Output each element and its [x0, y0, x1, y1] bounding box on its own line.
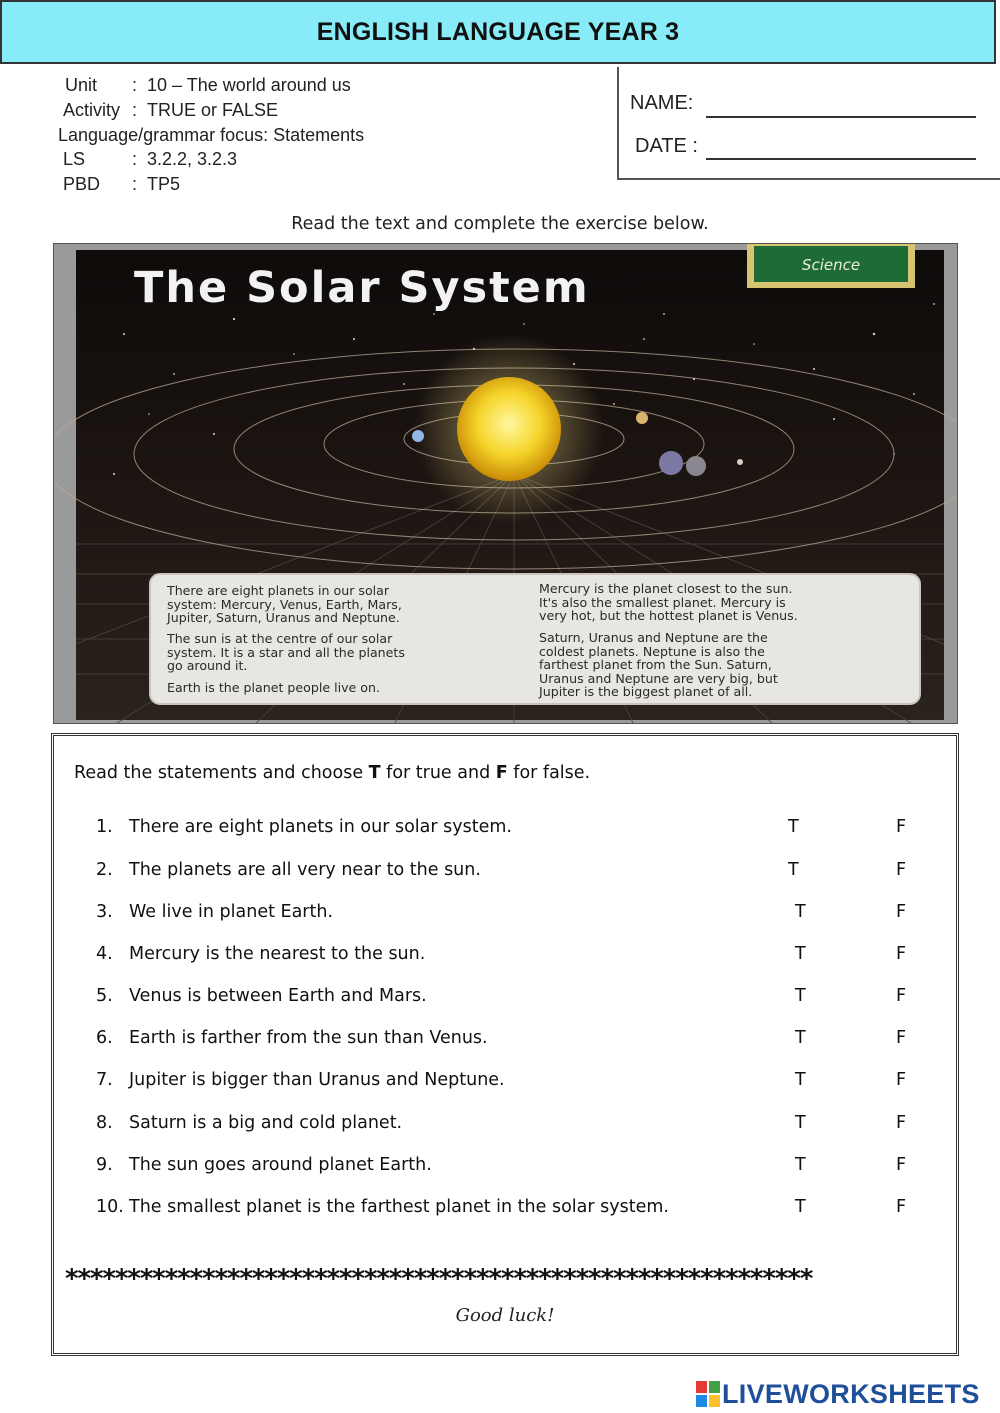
date-label: DATE : [635, 135, 698, 157]
statement-number: 2. [96, 860, 113, 880]
unit-colon: : [132, 75, 138, 95]
statement-row [0, 1113, 1000, 1143]
worksheet-header [0, 0, 996, 64]
statement-number: 9. [96, 1155, 113, 1175]
statement-text: We live in planet Earth. [129, 902, 334, 922]
statement-number: 7. [96, 1070, 113, 1090]
activity-label: Activity [63, 100, 121, 120]
statement-text: Venus is between Earth and Mars. [129, 986, 427, 1006]
statement-text: There are eight planets in our solar system. [129, 817, 512, 837]
planet-blue [412, 430, 424, 442]
false-option[interactable]: F [896, 1070, 907, 1090]
false-option[interactable]: F [896, 986, 907, 1006]
false-option[interactable]: F [896, 902, 907, 922]
true-option[interactable]: T [795, 1197, 806, 1217]
sun [457, 377, 561, 481]
science-tag-label: Science [801, 256, 861, 274]
liveworksheets-logo-icon [696, 1381, 720, 1407]
statement-row [0, 986, 1000, 1016]
text-paragraph-sun: The sun is at the centre of our solar system. It is a star and all the planets go around it. [167, 631, 405, 674]
activity-value: TRUE or FALSE [147, 100, 279, 120]
solar-system-picture [53, 243, 958, 724]
statement-row [0, 817, 1000, 847]
planet-small [636, 412, 648, 424]
statement-text: The smallest planet is the farthest planet in the solar system. [129, 1197, 669, 1217]
focus-line: Language/grammar focus: Statements [58, 125, 365, 145]
statement-number: 8. [96, 1113, 113, 1133]
liveworksheets-logo[interactable] [696, 1378, 980, 1410]
planet-tiny [737, 459, 743, 465]
instruction-text-mid: for true and [380, 763, 496, 783]
statement-row [0, 860, 1000, 890]
name-date-box [617, 67, 1000, 180]
statement-number: 1. [96, 817, 113, 837]
statement-text: The planets are all very near to the sun. [129, 860, 481, 880]
statement-text: Saturn is a big and cold planet. [129, 1113, 403, 1133]
false-option[interactable]: F [896, 1028, 907, 1048]
good-luck-text: Good luck! [455, 1305, 555, 1326]
true-option[interactable]: T [795, 1028, 806, 1048]
planet-earth [659, 451, 683, 475]
true-option[interactable]: T [795, 902, 806, 922]
statement-text: The sun goes around planet Earth. [129, 1155, 432, 1175]
statement-row [0, 1155, 1000, 1185]
date-field[interactable] [706, 158, 976, 160]
text-paragraph-cold-planets: Saturn, Uranus and Neptune are the coldest planets. Neptune is also the farthest planet from the Sun. Saturn, Uranus and Neptune are very big, but Jupiter is the biggest planet of all. [539, 630, 778, 700]
instruction-f: F [495, 763, 508, 783]
statement-number: 6. [96, 1028, 113, 1048]
false-option[interactable]: F [896, 1113, 907, 1133]
false-option[interactable]: F [896, 944, 907, 964]
statement-text: Earth is farther from the sun than Venus. [129, 1028, 488, 1048]
instruction-text: Read the statements and choose [74, 763, 369, 783]
true-option[interactable]: T [788, 860, 799, 880]
pbd-value: TP5 [147, 174, 181, 194]
exercise-instruction [74, 763, 590, 783]
instruction-t: T [368, 763, 381, 783]
ls-colon: : [132, 149, 138, 169]
name-label: NAME: [630, 92, 694, 114]
statement-row [0, 902, 1000, 932]
true-option[interactable]: T [795, 944, 806, 964]
text-paragraph-mercury: Mercury is the planet closest to the sun. It's also the smallest planet. Mercury is very hot, but the hottest planet is Venus. [539, 581, 798, 624]
false-option[interactable]: F [896, 1197, 907, 1217]
unit-label: Unit [65, 75, 98, 95]
name-field[interactable] [706, 116, 976, 118]
ls-value: 3.2.2, 3.2.3 [147, 149, 238, 169]
statement-row [0, 944, 1000, 974]
pbd-colon: : [132, 174, 138, 194]
statement-text: Jupiter is bigger than Uranus and Neptune. [129, 1070, 505, 1090]
true-option[interactable]: T [795, 1070, 806, 1090]
stars-divider: ************************************************************ [64, 1264, 812, 1294]
logo-text: LIVEWORKSHEETS [722, 1378, 980, 1409]
statement-number: 4. [96, 944, 113, 964]
planet-grey [686, 456, 706, 476]
unit-value: 10 – The world around us [147, 75, 351, 95]
instruction-text-end: for false. [507, 763, 591, 783]
text-paragraph-planets: There are eight planets in our solar system: Mercury, Venus, Earth, Mars, Jupiter, Saturn, Uranus and Neptune. [167, 583, 402, 626]
statement-row [0, 1070, 1000, 1100]
false-option[interactable]: F [896, 817, 907, 837]
solar-title: The Solar System [134, 263, 590, 313]
worksheet-title: ENGLISH LANGUAGE YEAR 3 [316, 17, 680, 46]
activity-colon: : [132, 100, 138, 120]
statement-row [0, 1028, 1000, 1058]
statement-number: 5. [96, 986, 113, 1006]
ls-label: LS [63, 149, 86, 169]
statement-row [0, 1197, 1000, 1227]
false-option[interactable]: F [896, 1155, 907, 1175]
text-paragraph-earth: Earth is the planet people live on. [167, 680, 380, 695]
reading-instruction: Read the text and complete the exercise below. [291, 214, 709, 234]
statement-text: Mercury is the nearest to the sun. [129, 944, 426, 964]
true-option[interactable]: T [795, 1155, 806, 1175]
statement-number: 10. [96, 1197, 124, 1217]
true-option[interactable]: T [795, 986, 806, 1006]
false-option[interactable]: F [896, 860, 907, 880]
statement-number: 3. [96, 902, 113, 922]
pbd-label: PBD [63, 174, 101, 194]
true-option[interactable]: T [795, 1113, 806, 1133]
true-option[interactable]: T [788, 817, 799, 837]
